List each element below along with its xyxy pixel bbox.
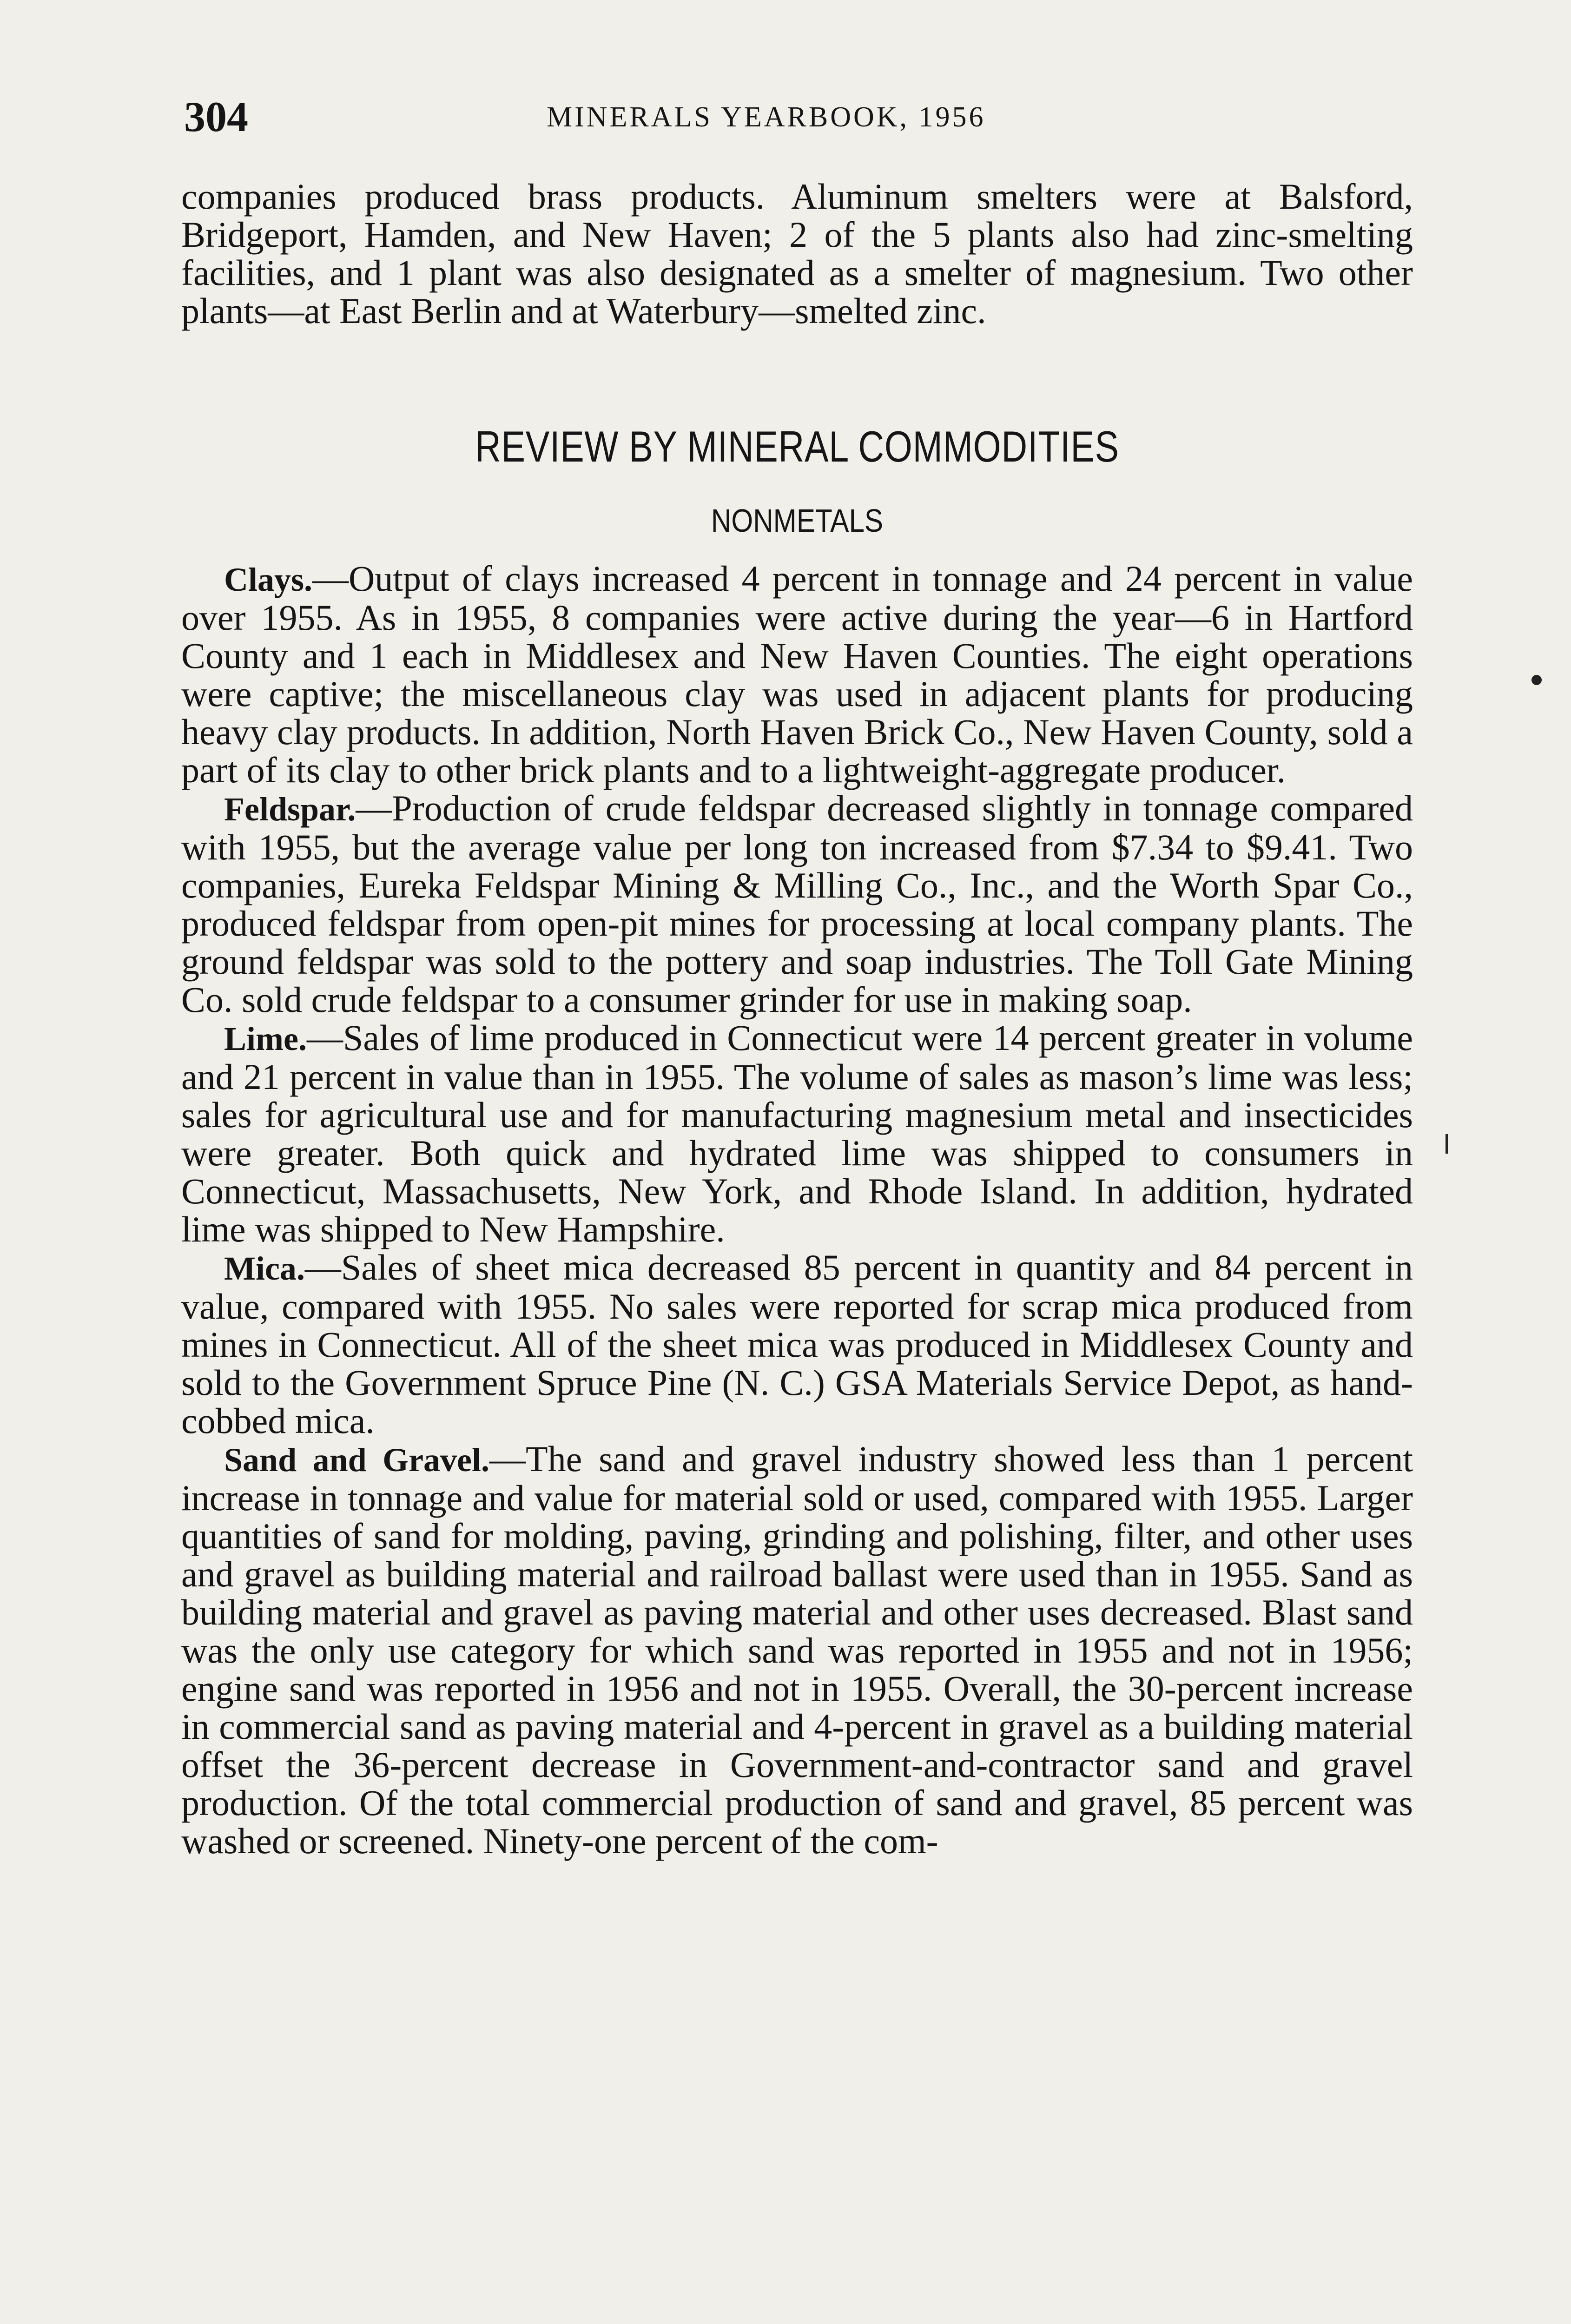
running-title: MINERALS YEARBOOK, 1956 [547,101,986,133]
entry-text: —Output of clays increased 4 percent in tonnage and 24 percent in value over 1955. As in 1955, 8 companies were active during the year—6 in Hartford County and 1 each in Middlesex and New Haven Counties. The eight operations were captive; the miscellaneous clay was used in adjacent plants for producing heavy clay products. In addition, North Haven Brick Co., New Haven County, sold a part of its clay to other brick plants and to a lightweight-aggregate producer. [181,558,1413,790]
margin-mark [1446,1134,1448,1154]
section-heading: REVIEW BY MINERAL COMMODITIES [475,422,1119,471]
page-number: 304 [184,93,248,140]
subsection-heading: NONMETALS [711,502,884,539]
page-header [184,91,1420,142]
entry-clays [181,560,1413,789]
entry-sand-and-gravel [181,1440,1413,1860]
entry-term: Mica. [224,1250,305,1287]
entry-text: —Production of crude feldspar decreased slightly in tonnage compared with 1955, but the average value per long ton increased from $7.34 to $9.41. Two companies, Eureka Feldspar Mining & Milling Co., Inc., and the Worth Spar Co., produced feldspar from open-pit mines for processing at local company plants. The ground feldspar was sold to the pottery and soap industries. The Toll Gate Mining Co. sold crude feldspar to a consumer grinder for use in making soap. [181,788,1413,1020]
entry-mica [181,1248,1413,1440]
entry-term: Sand and Gravel. [224,1441,490,1479]
entry-term: Clays. [224,561,313,598]
entry-term: Lime. [224,1020,307,1057]
entry-text: —Sales of sheet mica decreased 85 percent in quantity and 84 percent in value, compared with 1955. No sales were reported for scrap mica produced from mines in Connecticut. All of the sheet mica was produced in Middlesex County and sold to the Government Spruce Pine (N. C.) GSA Materials Service Depot, as hand-cobbed mica. [181,1247,1413,1441]
commodity-entries [181,560,1413,1860]
entry-term: Feldspar. [224,791,356,828]
entry-feldspar [181,789,1413,1019]
entry-lime [181,1019,1413,1248]
intro-paragraph: companies produced brass products. Aluminum smelters were at Balsford, Bridgeport, Hamden, and New Haven; 2 of the 5 plants also had zinc-smelting facilities, and 1 plant was also designated as a smelter of magnesium. Two other plants—at East Berlin and at Waterbury—smelted zinc. [181,176,1413,331]
margin-mark [1531,675,1542,685]
entry-text: —Sales of lime produced in Connecticut were 14 percent greater in volume and 21 percent in value than in 1955. The volume of sales as mason’s lime was less; sales for agricultural use and for manufacturing magnesium metal and insecticides were greater. Both quick and hydrated lime was shipped to consumers in Connecticut, Massachusetts, New York, and Rhode Island. In addition, hydrated lime was shipped to New Hampshire. [181,1017,1413,1249]
entry-text: —The sand and gravel industry showed less than 1 percent increase in tonnage and value for material sold or used, compared with 1955. Larger quantities of sand for molding, paving, grinding and polishing, filter, and other uses and gravel as building material and railroad ballast were used than in 1955. Sand as building material and gravel as paving material and other uses decreased. Blast sand was the only use category for which sand was reported in 1955 and not in 1956; engine sand was reported in 1956 and not in 1955. Overall, the 30-percent increase in commercial sand as paving material and 4-percent in gravel as a building material offset the 36-percent decrease in Government-and-contractor sand and gravel production. Of the total commercial production of sand and gravel, 85 percent was washed or screened. Ninety-one percent of the com- [181,1439,1413,1861]
intro-paragraph-block [181,178,1413,330]
